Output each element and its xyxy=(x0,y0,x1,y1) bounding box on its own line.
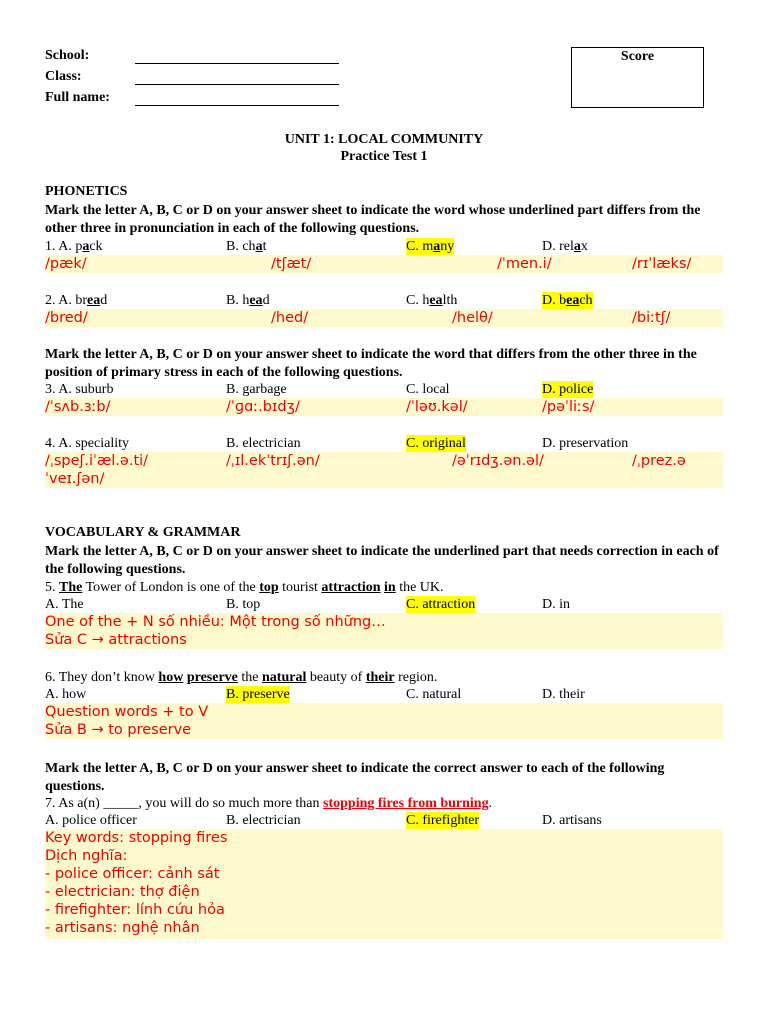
q7-keyword: stopping fires from burning xyxy=(323,796,489,811)
q1-option-c: C. many xyxy=(406,239,455,254)
class-blank xyxy=(135,70,339,85)
q5-option-d: D. in xyxy=(542,597,570,612)
q3-option-a: 3. A. suburb xyxy=(45,382,114,397)
test-title: Practice Test 1 xyxy=(340,149,428,164)
q2-option-a: 2. A. bread xyxy=(45,293,108,308)
q7-option-a: A. police officer xyxy=(45,813,137,828)
q3-option-d: D. police xyxy=(542,382,594,397)
q2-ipa-row xyxy=(45,309,723,327)
phonetics-heading: PHONETICS xyxy=(45,184,128,199)
q7-option-d: D. artisans xyxy=(542,813,602,828)
vocab-heading: VOCABULARY & GRAMMAR xyxy=(45,525,241,540)
class-label: Class: xyxy=(45,69,82,84)
q1-option-b: B. chat xyxy=(226,239,267,254)
fullname-blank xyxy=(135,91,339,106)
q7-stem: 7. As a(n) _____, you will do so much more than stopping fires from burning. xyxy=(45,796,493,811)
q4-ipa-d: /ˌprez.ə xyxy=(632,453,686,469)
q6-stem: 6. They don’t know how preserve the natural beauty of their region. xyxy=(45,670,438,685)
q6-explanation-line: Sửa B → to preserve xyxy=(45,722,192,738)
q1-option-a: 1. A. pack xyxy=(45,239,103,254)
q4-ipa-c: /əˈrɪdʒ.ən.əl/ xyxy=(452,453,544,469)
q2-option-c: C. health xyxy=(406,293,458,308)
q6-option-a: A. how xyxy=(45,687,87,702)
q5-explanation-line: Sửa C → attractions xyxy=(45,632,187,648)
q4-ipa-b: /ˌɪl.ekˈtrɪʃ.ən/ xyxy=(226,453,320,469)
q6-explanation-line: Question words + to V xyxy=(45,704,209,720)
q7-explanation-line: - electrician: thợ điện xyxy=(45,884,200,900)
q7-explanation xyxy=(45,829,723,939)
q4-option-d: D. preservation xyxy=(542,436,629,451)
q1-ipa-c: /ˈmen.i/ xyxy=(497,256,552,272)
q5-option-c: C. attraction xyxy=(406,597,476,612)
q3-ipa-b: /ˈɡɑː.bɪdʒ/ xyxy=(226,399,300,415)
fullname-label: Full name: xyxy=(45,90,110,105)
q3-ipa-a: /ˈsʌb.ɜːb/ xyxy=(45,399,111,415)
q4-option-b: B. electrician xyxy=(226,436,301,451)
q3-ipa-row xyxy=(45,398,723,416)
school-blank xyxy=(135,49,339,64)
q6-option-d: D. their xyxy=(542,687,585,702)
q1-ipa-a: /pæk/ xyxy=(45,256,87,272)
q1-ipa-b: /tʃæt/ xyxy=(271,256,312,272)
score-box xyxy=(571,47,704,108)
unit-title: UNIT 1: LOCAL COMMUNITY xyxy=(284,132,484,147)
q7-option-b: B. electrician xyxy=(226,813,301,828)
vocab-instruction-2: Mark the letter A, B, C or D on your answer sheet to indicate the correct answer to each of the following questions. xyxy=(45,761,665,794)
q7-option-c: C. firefighter xyxy=(406,813,480,828)
q2-ipa-a: /bred/ xyxy=(45,310,88,326)
q2-ipa-c: /helθ/ xyxy=(452,310,493,326)
q3-option-c: C. local xyxy=(406,382,450,397)
q3-ipa-d: /pəˈliːs/ xyxy=(542,399,595,415)
q7-explanation-line: - artisans: nghệ nhân xyxy=(45,920,200,936)
q4-ipa-a: /ˌspeʃ.iˈæl.ə.ti/ xyxy=(45,453,149,469)
q2-ipa-b: /hed/ xyxy=(271,310,309,326)
q2-ipa-d: /biːtʃ/ xyxy=(632,310,671,326)
q1-ipa-d: /rɪˈlæks/ xyxy=(632,256,692,272)
q2-option-d: D. beach xyxy=(542,293,593,308)
q7-explanation-line: - firefighter: lính cứu hỏa xyxy=(45,902,225,918)
school-label: School: xyxy=(45,48,90,63)
phonetics-instruction-1: Mark the letter A, B, C or D on your answer sheet to indicate the word whose underlined part differs from the other three in pronunciation in each of the following questions. xyxy=(45,203,701,236)
q5-explanation-line: One of the + N số nhiều: Một trong số những… xyxy=(45,614,386,630)
q7-explanation-line: - police officer: cảnh sát xyxy=(45,866,220,882)
q7-explanation-line: Key words: stopping fires xyxy=(45,830,228,846)
q2-option-b: B. head xyxy=(226,293,270,308)
q3-option-b: B. garbage xyxy=(226,382,287,397)
q6-explanation xyxy=(45,703,723,739)
q5-explanation xyxy=(45,613,723,649)
q5-option-b: B. top xyxy=(226,597,261,612)
q6-option-b: B. preserve xyxy=(226,687,290,702)
q5-stem: 5. The Tower of London is one of the top tourist attraction in the UK. xyxy=(45,580,444,595)
q4-option-a: 4. A. speciality xyxy=(45,436,129,451)
q3-ipa-c: /ˈləʊ.kəl/ xyxy=(406,399,468,415)
q7-explanation-line: Dịch nghĩa: xyxy=(45,848,128,864)
vocab-instruction-1: Mark the letter A, B, C or D on your answer sheet to indicate the underlined part that needs correction in each of the following questions. xyxy=(45,544,719,577)
phonetics-instruction-2: Mark the letter A, B, C or D on your answer sheet to indicate the word that differs from the other three in the position of primary stress in each of the following questions. xyxy=(45,347,697,380)
q4-option-c: C. original xyxy=(406,436,466,451)
q5-option-a: A. The xyxy=(45,597,84,612)
q1-option-d: D. relax xyxy=(542,239,588,254)
q6-option-c: C. natural xyxy=(406,687,462,702)
score-label: Score xyxy=(620,49,655,64)
q4-ipa-d-wrap: ˈveɪ.ʃən/ xyxy=(45,471,105,487)
q4-ipa-row xyxy=(45,452,723,488)
q1-ipa-row xyxy=(45,255,723,273)
